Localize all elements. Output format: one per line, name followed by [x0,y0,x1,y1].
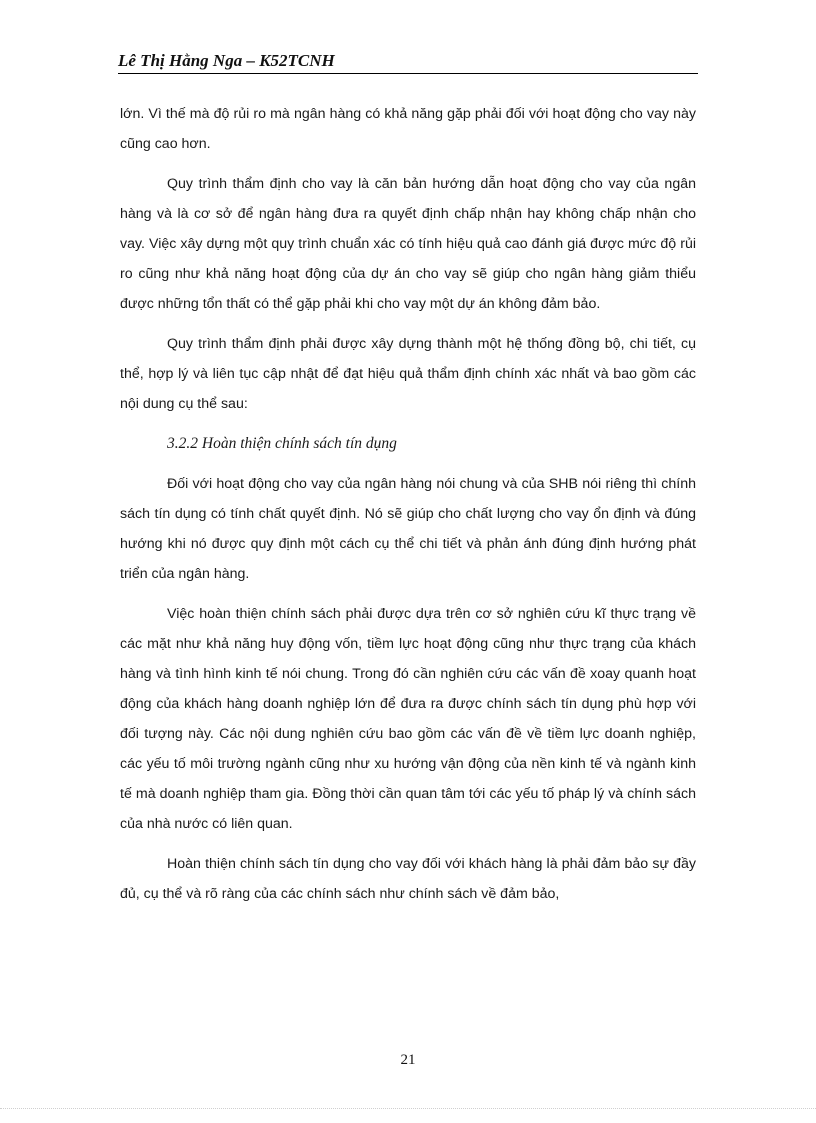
page-bottom-border [0,1108,816,1109]
paragraph-3: Quy trình thẩm định phải được xây dựng thành một hệ thống đồng bộ, chi tiết, cụ thể, hợp lý và liên tục cập nhật để đạt hiệu quả thẩm định chính xác nhất và bao gồm các nội dung cụ thể sau: [120,336,696,412]
paragraph-6: Hoàn thiện chính sách tín dụng cho vay đối với khách hàng là phải đảm bảo sự đầy đủ, cụ thể và rõ ràng của các chính sách như chính sách về đảm bảo, [120,856,696,902]
paragraph-2: Quy trình thẩm định cho vay là căn bản hướng dẫn hoạt động cho vay của ngân hàng và là cơ sở để ngân hàng đưa ra quyết định chấp nhận hay không chấp nhận cho vay. Việc xây dựng một quy trình chuẩn xác có tính hiệu quả cao đánh giá được mức độ rủi ro cũng như khả năng hoạt động của dự án cho vay sẽ giúp cho ngân hàng giảm thiểu được những tổn thất có thể gặp phải khi cho vay một dự án không đảm bảo. [120,176,696,312]
paragraph-4: Đối với hoạt động cho vay của ngân hàng nói chung và của SHB nói riêng thì chính sách tín dụng có tính chất quyết định. Nó sẽ giúp cho chất lượng cho vay ổn định và đúng hướng khi nó được quy định một cách cụ thể chi tiết và phản ánh đúng định hướng phát triển của ngân hàng. [120,476,696,582]
paragraph-1: lớn. Vì thế mà độ rủi ro mà ngân hàng có khả năng gặp phải đối với hoạt động cho vay này cũng cao hơn. [120,106,696,152]
section-heading: 3.2.2 Hoàn thiện chính sách tín dụng [167,435,397,452]
paragraph-5: Việc hoàn thiện chính sách phải được dựa trên cơ sở nghiên cứu kĩ thực trạng về các mặt như khả năng huy động vốn, tiềm lực hoạt động cũng như thực trạng của khách hàng và tình hình kinh tế nói chung. Trong đó cần nghiên cứu các vấn đề xoay quanh hoạt động của khách hàng doanh nghiệp lớn để đưa ra được chính sách tín dụng phù hợp với đối tượng này. Các nội dung nghiên cứu bao gồm các vấn đề về tiềm lực doanh nghiệp, các yếu tố môi trường ngành cũng như xu hướng vận động của nền kinh tế và ngành kinh tế mà doanh nghiệp tham gia. Đồng thời cần quan tâm tới các yếu tố pháp lý và chính sách của nhà nước có liên quan. [120,606,696,832]
page-number: 21 [400,1052,416,1068]
document-header: Lê Thị Hằng Nga – K52TCNH [118,51,335,70]
page-body [120,99,696,919]
header-rule [118,73,698,74]
